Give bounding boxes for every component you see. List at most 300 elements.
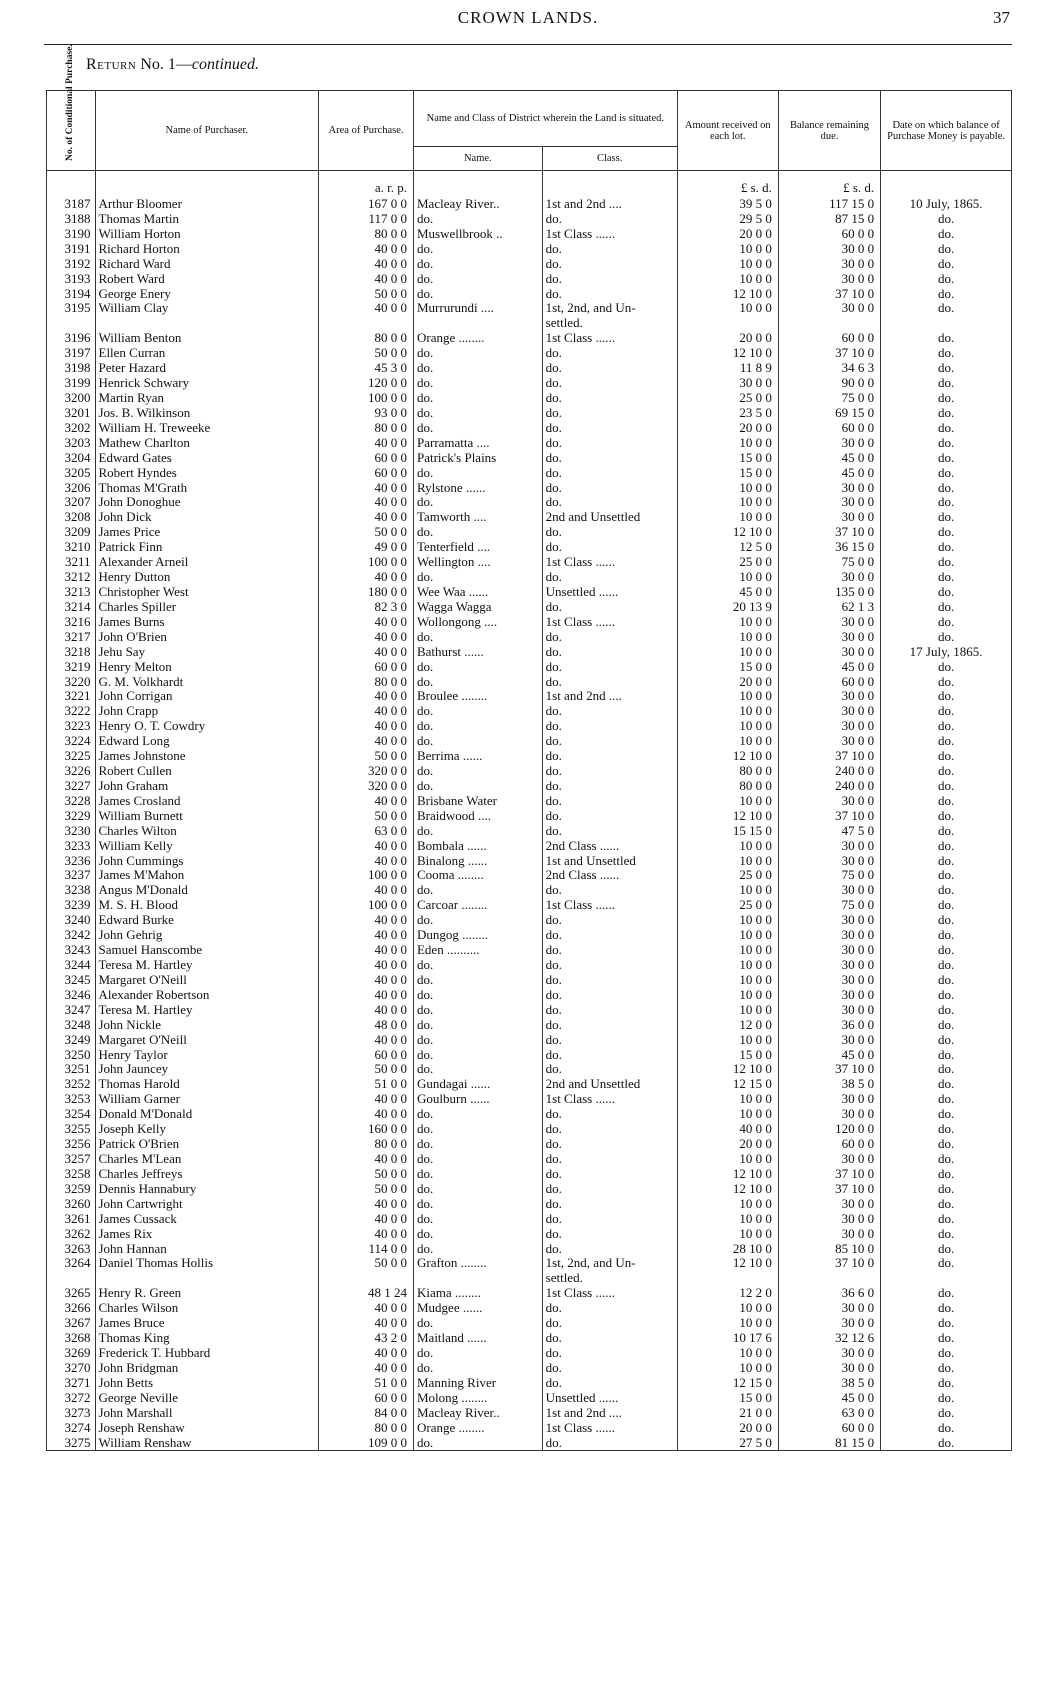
amount-received: 10 0 0 bbox=[677, 436, 778, 451]
table-row bbox=[47, 1346, 1012, 1361]
payable-date: do. bbox=[881, 615, 1012, 630]
payable-date: do. bbox=[881, 301, 1012, 316]
payable-date: do. bbox=[881, 227, 1012, 242]
purchase-number: 3237 bbox=[47, 868, 96, 883]
district-name: do. bbox=[413, 1003, 542, 1018]
table-row bbox=[47, 421, 1012, 436]
balance-due: 60 0 0 bbox=[778, 1421, 880, 1436]
table-row bbox=[47, 406, 1012, 421]
payable-date: do. bbox=[881, 660, 1012, 675]
amount-received: 20 0 0 bbox=[677, 227, 778, 242]
balance-due: 30 0 0 bbox=[778, 1197, 880, 1212]
purchase-number: 3247 bbox=[47, 1003, 96, 1018]
district-class: settled. bbox=[542, 316, 677, 331]
district-class: do. bbox=[542, 1227, 677, 1242]
area: 40 0 0 bbox=[319, 913, 414, 928]
payable-date: do. bbox=[881, 421, 1012, 436]
table-row bbox=[47, 1406, 1012, 1421]
purchase-number: 3195 bbox=[47, 301, 96, 316]
district-class: do. bbox=[542, 958, 677, 973]
area: 40 0 0 bbox=[319, 1227, 414, 1242]
purchase-number: 3187 bbox=[47, 197, 96, 212]
district-class: settled. bbox=[542, 1271, 677, 1286]
district-name: Dungog ........ bbox=[413, 928, 542, 943]
amount-received: 10 0 0 bbox=[677, 495, 778, 510]
balance-due: 37 10 0 bbox=[778, 1256, 880, 1271]
amount-received: 20 0 0 bbox=[677, 331, 778, 346]
balance-due: 60 0 0 bbox=[778, 675, 880, 690]
table-row bbox=[47, 1062, 1012, 1077]
district-name: do. bbox=[413, 1167, 542, 1182]
district-name: do. bbox=[413, 1346, 542, 1361]
payable-date: do. bbox=[881, 525, 1012, 540]
table-row bbox=[47, 376, 1012, 391]
amount-received: 10 0 0 bbox=[677, 1316, 778, 1331]
table-row bbox=[47, 212, 1012, 227]
balance-due: 45 0 0 bbox=[778, 466, 880, 481]
balance-due bbox=[778, 316, 880, 331]
return-title-suffix: continued. bbox=[191, 56, 259, 73]
table-row bbox=[47, 1182, 1012, 1197]
payable-date: do. bbox=[881, 585, 1012, 600]
payable-date: do. bbox=[881, 883, 1012, 898]
district-class: do. bbox=[542, 1301, 677, 1316]
payable-date: do. bbox=[881, 1137, 1012, 1152]
payable-date: do. bbox=[881, 540, 1012, 555]
purchase-number: 3199 bbox=[47, 376, 96, 391]
area: 40 0 0 bbox=[319, 1301, 414, 1316]
balance-due: 36 6 0 bbox=[778, 1286, 880, 1301]
purchase-number: 3190 bbox=[47, 227, 96, 242]
area: 80 0 0 bbox=[319, 421, 414, 436]
purchaser-name: William Horton bbox=[95, 227, 319, 242]
district-class: do. bbox=[542, 883, 677, 898]
purchaser-name: Daniel Thomas Hollis bbox=[95, 1256, 319, 1271]
purchase-number: 3209 bbox=[47, 525, 96, 540]
table-row bbox=[47, 1122, 1012, 1137]
balance-due: 60 0 0 bbox=[778, 421, 880, 436]
area: 51 0 0 bbox=[319, 1376, 414, 1391]
district-class: 1st Class ...... bbox=[542, 227, 677, 242]
balance-due: 45 0 0 bbox=[778, 451, 880, 466]
purchase-number: 3218 bbox=[47, 645, 96, 660]
amount-received: 10 0 0 bbox=[677, 988, 778, 1003]
table-row bbox=[47, 943, 1012, 958]
table-row bbox=[47, 928, 1012, 943]
purchase-number: 3206 bbox=[47, 481, 96, 496]
area: 63 0 0 bbox=[319, 824, 414, 839]
table-row bbox=[47, 749, 1012, 764]
purchaser-name: Donald M'Donald bbox=[95, 1107, 319, 1122]
amount-received: 10 0 0 bbox=[677, 1092, 778, 1107]
district-name: Macleay River.. bbox=[413, 197, 542, 212]
purchase-number: 3258 bbox=[47, 1167, 96, 1182]
balance-due: 30 0 0 bbox=[778, 988, 880, 1003]
district-class: do. bbox=[542, 525, 677, 540]
area: 40 0 0 bbox=[319, 615, 414, 630]
area: 40 0 0 bbox=[319, 988, 414, 1003]
area: 40 0 0 bbox=[319, 481, 414, 496]
purchase-number: 3212 bbox=[47, 570, 96, 585]
area: 109 0 0 bbox=[319, 1436, 414, 1451]
district-class: do. bbox=[542, 421, 677, 436]
area: 50 0 0 bbox=[319, 1256, 414, 1271]
purchase-number: 3245 bbox=[47, 973, 96, 988]
purchase-number: 3272 bbox=[47, 1391, 96, 1406]
table-row bbox=[47, 1152, 1012, 1167]
district-name: do. bbox=[413, 242, 542, 257]
district-class: do. bbox=[542, 257, 677, 272]
district-name: do. bbox=[413, 883, 542, 898]
header-balance: Balance remaining due. bbox=[778, 91, 880, 171]
district-class: do. bbox=[542, 734, 677, 749]
table-row bbox=[47, 1421, 1012, 1436]
balance-due: 30 0 0 bbox=[778, 794, 880, 809]
table-row bbox=[47, 361, 1012, 376]
balance-due: 37 10 0 bbox=[778, 525, 880, 540]
units-row bbox=[47, 171, 1012, 198]
area: 40 0 0 bbox=[319, 1197, 414, 1212]
district-class: 2nd and Unsettled bbox=[542, 510, 677, 525]
area: 93 0 0 bbox=[319, 406, 414, 421]
payable-date: do. bbox=[881, 824, 1012, 839]
district-name: Carcoar ........ bbox=[413, 898, 542, 913]
area: 40 0 0 bbox=[319, 1346, 414, 1361]
amount-received: 15 0 0 bbox=[677, 466, 778, 481]
district-class: 1st and Unsettled bbox=[542, 854, 677, 869]
area: 40 0 0 bbox=[319, 495, 414, 510]
amount-received: 27 5 0 bbox=[677, 1436, 778, 1451]
payable-date: do. bbox=[881, 809, 1012, 824]
amount-received: 12 15 0 bbox=[677, 1077, 778, 1092]
district-class: do. bbox=[542, 376, 677, 391]
area: 48 1 24 bbox=[319, 1286, 414, 1301]
amount-received: 20 0 0 bbox=[677, 1137, 778, 1152]
area: 84 0 0 bbox=[319, 1406, 414, 1421]
purchaser-name bbox=[95, 316, 319, 331]
purchase-number: 3226 bbox=[47, 764, 96, 779]
amount-received: 10 0 0 bbox=[677, 1003, 778, 1018]
table-row bbox=[47, 436, 1012, 451]
purchase-number: 3263 bbox=[47, 1242, 96, 1257]
district-class: do. bbox=[542, 1242, 677, 1257]
district-name: do. bbox=[413, 734, 542, 749]
table-row bbox=[47, 1227, 1012, 1242]
amount-received: 10 0 0 bbox=[677, 689, 778, 704]
return-title bbox=[86, 56, 259, 74]
purchaser-name: Charles Jeffreys bbox=[95, 1167, 319, 1182]
amount-received: 10 0 0 bbox=[677, 883, 778, 898]
payable-date: do. bbox=[881, 1421, 1012, 1436]
district-class: do. bbox=[542, 1152, 677, 1167]
district-class: do. bbox=[542, 495, 677, 510]
amount-received: 12 10 0 bbox=[677, 809, 778, 824]
district-name: do. bbox=[413, 570, 542, 585]
purchase-number: 3213 bbox=[47, 585, 96, 600]
amount-received: 12 10 0 bbox=[677, 346, 778, 361]
purchaser-name: Thomas Harold bbox=[95, 1077, 319, 1092]
payable-date: do. bbox=[881, 839, 1012, 854]
district-class: 1st Class ...... bbox=[542, 1092, 677, 1107]
table-row bbox=[47, 660, 1012, 675]
balance-due: 45 0 0 bbox=[778, 1048, 880, 1063]
table-row bbox=[47, 854, 1012, 869]
district-name: do. bbox=[413, 1227, 542, 1242]
balance-due: 37 10 0 bbox=[778, 1167, 880, 1182]
purchaser-name: James M'Mahon bbox=[95, 868, 319, 883]
balance-due: 36 15 0 bbox=[778, 540, 880, 555]
balance-due: 30 0 0 bbox=[778, 913, 880, 928]
payable-date: do. bbox=[881, 346, 1012, 361]
area: 320 0 0 bbox=[319, 779, 414, 794]
table-row bbox=[47, 1033, 1012, 1048]
district-class: 1st Class ...... bbox=[542, 555, 677, 570]
amount-received: 10 0 0 bbox=[677, 943, 778, 958]
payable-date: do. bbox=[881, 1152, 1012, 1167]
district-name: Parramatta .... bbox=[413, 436, 542, 451]
district-class: do. bbox=[542, 1361, 677, 1376]
purchaser-name: Alexander Robertson bbox=[95, 988, 319, 1003]
payable-date: do. bbox=[881, 451, 1012, 466]
payable-date: do. bbox=[881, 391, 1012, 406]
area: 50 0 0 bbox=[319, 749, 414, 764]
purchase-number: 3266 bbox=[47, 1301, 96, 1316]
amount-received: 10 0 0 bbox=[677, 1197, 778, 1212]
amount-received: 12 10 0 bbox=[677, 1256, 778, 1271]
amount-received: 10 0 0 bbox=[677, 854, 778, 869]
balance-due: 32 12 6 bbox=[778, 1331, 880, 1346]
payable-date: do. bbox=[881, 436, 1012, 451]
district-class: 1st Class ...... bbox=[542, 615, 677, 630]
district-class: do. bbox=[542, 1122, 677, 1137]
purchaser-name: William Benton bbox=[95, 331, 319, 346]
units-area: a. r. p. bbox=[319, 171, 414, 198]
balance-due: 60 0 0 bbox=[778, 331, 880, 346]
purchase-number: 3223 bbox=[47, 719, 96, 734]
table-row bbox=[47, 1167, 1012, 1182]
amount-received: 10 0 0 bbox=[677, 481, 778, 496]
balance-due: 30 0 0 bbox=[778, 854, 880, 869]
district-name: do. bbox=[413, 660, 542, 675]
table-row bbox=[47, 1003, 1012, 1018]
table-row bbox=[47, 868, 1012, 883]
purchase-number: 3275 bbox=[47, 1436, 96, 1451]
amount-received: 10 17 6 bbox=[677, 1331, 778, 1346]
amount-received: 10 0 0 bbox=[677, 973, 778, 988]
purchase-number: 3233 bbox=[47, 839, 96, 854]
purchase-number: 3262 bbox=[47, 1227, 96, 1242]
area: 40 0 0 bbox=[319, 510, 414, 525]
purchaser-name: Jos. B. Wilkinson bbox=[95, 406, 319, 421]
district-name: Gundagai ...... bbox=[413, 1077, 542, 1092]
district-name: Broulee ........ bbox=[413, 689, 542, 704]
purchaser-name: Teresa M. Hartley bbox=[95, 958, 319, 973]
table-row bbox=[47, 883, 1012, 898]
payable-date: do. bbox=[881, 331, 1012, 346]
district-name: do. bbox=[413, 376, 542, 391]
district-class: do. bbox=[542, 540, 677, 555]
area: 50 0 0 bbox=[319, 1167, 414, 1182]
purchase-number: 3270 bbox=[47, 1361, 96, 1376]
area: 114 0 0 bbox=[319, 1242, 414, 1257]
amount-received: 10 0 0 bbox=[677, 615, 778, 630]
balance-due: 45 0 0 bbox=[778, 660, 880, 675]
balance-due: 135 0 0 bbox=[778, 585, 880, 600]
purchase-number: 3252 bbox=[47, 1077, 96, 1092]
payable-date: do. bbox=[881, 466, 1012, 481]
district-name: Wagga Wagga bbox=[413, 600, 542, 615]
amount-received: 12 15 0 bbox=[677, 1376, 778, 1391]
purchaser-name: Mathew Charlton bbox=[95, 436, 319, 451]
amount-received: 25 0 0 bbox=[677, 391, 778, 406]
district-name: do. bbox=[413, 346, 542, 361]
district-name: Goulburn ...... bbox=[413, 1092, 542, 1107]
amount-received: 10 0 0 bbox=[677, 272, 778, 287]
purchaser-name: William Kelly bbox=[95, 839, 319, 854]
purchase-number: 3243 bbox=[47, 943, 96, 958]
balance-due: 36 0 0 bbox=[778, 1018, 880, 1033]
balance-due: 30 0 0 bbox=[778, 436, 880, 451]
payable-date: do. bbox=[881, 1331, 1012, 1346]
purchase-number: 3260 bbox=[47, 1197, 96, 1212]
purchaser-name: John Donoghue bbox=[95, 495, 319, 510]
balance-due: 30 0 0 bbox=[778, 943, 880, 958]
payable-date: do. bbox=[881, 1003, 1012, 1018]
header-district-name: Name. bbox=[413, 147, 542, 171]
purchaser-name: Charles M'Lean bbox=[95, 1152, 319, 1167]
area: 40 0 0 bbox=[319, 570, 414, 585]
area: 40 0 0 bbox=[319, 1212, 414, 1227]
amount-received: 80 0 0 bbox=[677, 779, 778, 794]
balance-due: 38 5 0 bbox=[778, 1376, 880, 1391]
amount-received: 20 0 0 bbox=[677, 421, 778, 436]
payable-date: do. bbox=[881, 764, 1012, 779]
area: 100 0 0 bbox=[319, 555, 414, 570]
district-name: Wellington .... bbox=[413, 555, 542, 570]
purchase-number: 3197 bbox=[47, 346, 96, 361]
table-row bbox=[47, 1092, 1012, 1107]
balance-due: 30 0 0 bbox=[778, 242, 880, 257]
payable-date: do. bbox=[881, 1033, 1012, 1048]
payable-date: do. bbox=[881, 1077, 1012, 1092]
purchase-number: 3264 bbox=[47, 1256, 96, 1271]
payable-date: do. bbox=[881, 898, 1012, 913]
district-name: do. bbox=[413, 1107, 542, 1122]
balance-due: 37 10 0 bbox=[778, 346, 880, 361]
payable-date: do. bbox=[881, 1018, 1012, 1033]
purchaser-name: John Cartwright bbox=[95, 1197, 319, 1212]
district-class: 1st, 2nd, and Un- bbox=[542, 301, 677, 316]
balance-due: 30 0 0 bbox=[778, 1003, 880, 1018]
page-number: 37 bbox=[993, 8, 1010, 27]
payable-date: do. bbox=[881, 675, 1012, 690]
balance-due: 30 0 0 bbox=[778, 1152, 880, 1167]
district-class: do. bbox=[542, 719, 677, 734]
amount-received: 10 0 0 bbox=[677, 1212, 778, 1227]
table-row bbox=[47, 809, 1012, 824]
purchase-number: 3267 bbox=[47, 1316, 96, 1331]
balance-due: 30 0 0 bbox=[778, 928, 880, 943]
balance-due: 30 0 0 bbox=[778, 719, 880, 734]
purchaser-name: James Bruce bbox=[95, 1316, 319, 1331]
balance-due: 62 1 3 bbox=[778, 600, 880, 615]
header-area: Area of Purchase. bbox=[319, 91, 414, 171]
amount-received: 11 8 9 bbox=[677, 361, 778, 376]
balance-due: 75 0 0 bbox=[778, 555, 880, 570]
district-class: do. bbox=[542, 794, 677, 809]
purchaser-name: Henry Taylor bbox=[95, 1048, 319, 1063]
district-class: do. bbox=[542, 824, 677, 839]
table-row bbox=[47, 555, 1012, 570]
purchase-number: 3217 bbox=[47, 630, 96, 645]
purchase-number: 3208 bbox=[47, 510, 96, 525]
district-name: Grafton ........ bbox=[413, 1256, 542, 1271]
district-name: do. bbox=[413, 1122, 542, 1137]
district-name: Brisbane Water bbox=[413, 794, 542, 809]
district-name: do. bbox=[413, 361, 542, 376]
payable-date: do. bbox=[881, 1212, 1012, 1227]
purchaser-name: Henry Melton bbox=[95, 660, 319, 675]
area: 40 0 0 bbox=[319, 1316, 414, 1331]
area: 51 0 0 bbox=[319, 1077, 414, 1092]
table-row bbox=[47, 779, 1012, 794]
district-name: Manning River bbox=[413, 1376, 542, 1391]
balance-due: 30 0 0 bbox=[778, 570, 880, 585]
district-class: do. bbox=[542, 391, 677, 406]
purchase-number: 3274 bbox=[47, 1421, 96, 1436]
units-balance: £ s. d. bbox=[778, 171, 880, 198]
area: 40 0 0 bbox=[319, 734, 414, 749]
district-name: do. bbox=[413, 1361, 542, 1376]
district-name: Orange ........ bbox=[413, 331, 542, 346]
table-row bbox=[47, 451, 1012, 466]
purchase-number: 3192 bbox=[47, 257, 96, 272]
table-row bbox=[47, 1301, 1012, 1316]
district-class: 1st and 2nd .... bbox=[542, 197, 677, 212]
purchaser-name: Charles Wilton bbox=[95, 824, 319, 839]
purchaser-name: James Rix bbox=[95, 1227, 319, 1242]
district-name: Rylstone ...... bbox=[413, 481, 542, 496]
amount-received bbox=[677, 1271, 778, 1286]
payable-date: do. bbox=[881, 779, 1012, 794]
table-row bbox=[47, 242, 1012, 257]
area: 40 0 0 bbox=[319, 943, 414, 958]
purchase-number: 3271 bbox=[47, 1376, 96, 1391]
area: 40 0 0 bbox=[319, 301, 414, 316]
balance-due: 30 0 0 bbox=[778, 883, 880, 898]
area: 40 0 0 bbox=[319, 854, 414, 869]
balance-due: 81 15 0 bbox=[778, 1436, 880, 1451]
balance-due: 30 0 0 bbox=[778, 495, 880, 510]
area: 40 0 0 bbox=[319, 973, 414, 988]
table-row bbox=[47, 1256, 1012, 1271]
balance-due: 37 10 0 bbox=[778, 749, 880, 764]
amount-received: 23 5 0 bbox=[677, 406, 778, 421]
purchase-number: 3214 bbox=[47, 600, 96, 615]
amount-received: 10 0 0 bbox=[677, 1227, 778, 1242]
purchaser-name: Samuel Hanscombe bbox=[95, 943, 319, 958]
area: 40 0 0 bbox=[319, 1107, 414, 1122]
amount-received: 10 0 0 bbox=[677, 630, 778, 645]
purchaser-name bbox=[95, 1271, 319, 1286]
area: 167 0 0 bbox=[319, 197, 414, 212]
district-class: do. bbox=[542, 1033, 677, 1048]
district-name: do. bbox=[413, 391, 542, 406]
purchaser-name: Edward Burke bbox=[95, 913, 319, 928]
table-row bbox=[47, 1048, 1012, 1063]
district-class: 1st and 2nd .... bbox=[542, 1406, 677, 1421]
amount-received: 10 0 0 bbox=[677, 958, 778, 973]
